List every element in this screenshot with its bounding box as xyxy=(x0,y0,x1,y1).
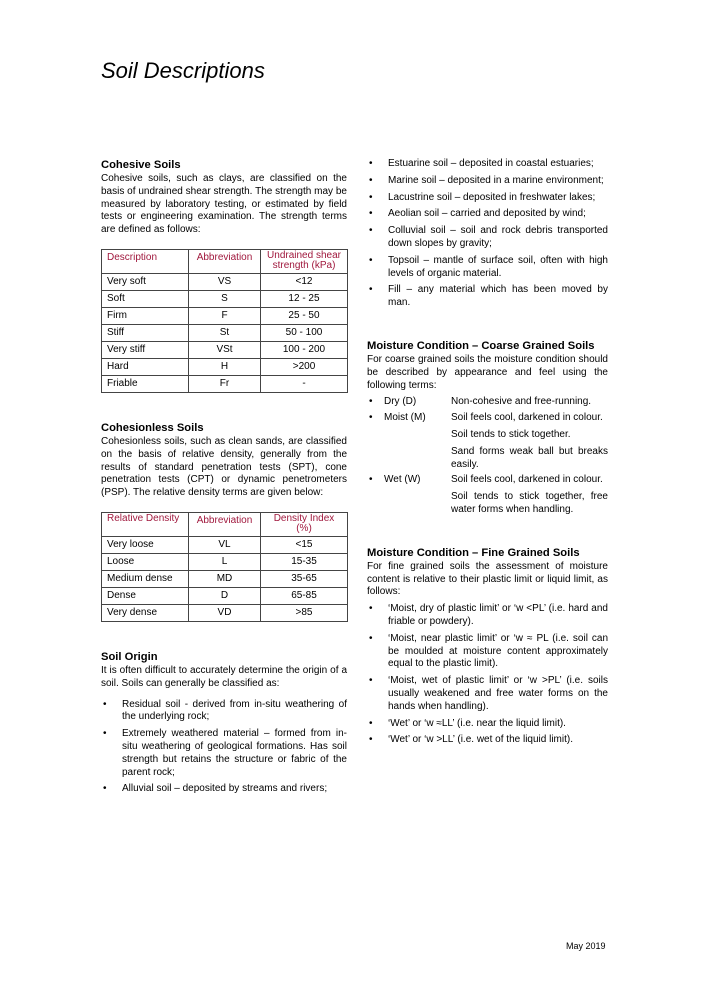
list-item: • ‘Wet’ or ‘w >LL’ (i.e. wet of the liquid limit). xyxy=(367,734,608,747)
table-cell: Very soft xyxy=(102,273,189,290)
table-cell: Friable xyxy=(102,375,189,392)
table-cell: Very loose xyxy=(102,536,189,553)
table-cell: Fr xyxy=(189,375,261,392)
cohesionless-text: Cohesionless soils, such as clean sands, are classified on the basis of relative density, generally from the results of standard penetration tests (SPT), cone penetration tests (CPT) or dynamic penetrometers (PSP). The relative density terms are given below: xyxy=(101,435,347,499)
list-item: • Fill – any material which has been moved by man. xyxy=(367,284,608,310)
bullet: • xyxy=(369,396,373,408)
table-row xyxy=(102,375,348,392)
table-cell: H xyxy=(189,358,261,375)
cohesionless-table xyxy=(101,512,348,622)
table-cell: 100 - 200 xyxy=(261,341,348,358)
table-cell: D xyxy=(189,587,261,604)
cohesive-heading: Cohesive Soils xyxy=(101,159,181,171)
list-item: • Colluvial soil – soil and rock debris transported down slopes by gravity; xyxy=(367,225,608,251)
table-cell: Medium dense xyxy=(102,570,189,587)
origin-heading: Soil Origin xyxy=(101,650,158,663)
table-cell: L xyxy=(189,553,261,570)
table-cell: Very dense xyxy=(102,604,189,621)
table-row xyxy=(102,536,348,553)
table-cell: 12 - 25 xyxy=(261,290,348,307)
table-cell: F xyxy=(189,307,261,324)
table-row xyxy=(102,358,348,375)
page-title: Soil Descriptions xyxy=(101,58,265,83)
table-cell: 50 - 100 xyxy=(261,324,348,341)
moisture-desc: Soil feels cool, darkened in colour. xyxy=(451,474,603,486)
table-row xyxy=(102,324,348,341)
left-column xyxy=(101,158,347,800)
table-cell: - xyxy=(261,375,348,392)
table-cell: 35-65 xyxy=(261,570,348,587)
table-cell: 15-35 xyxy=(261,553,348,570)
table-cell: Hard xyxy=(102,358,189,375)
coarse-text: For coarse grained soils the moisture condition should be described by appearance and feel using the following terms: xyxy=(367,353,608,391)
table-cell: Loose xyxy=(102,553,189,570)
table-header: Density Index (%) xyxy=(261,512,348,536)
moisture-desc: Soil tends to stick together, free water forms when handling. xyxy=(451,491,608,515)
table-row xyxy=(102,604,348,621)
table-cell: 25 - 50 xyxy=(261,307,348,324)
cohesionless-heading: Cohesionless Soils xyxy=(101,421,204,434)
table-header: Abbreviation xyxy=(189,512,261,536)
table-header-row xyxy=(102,249,348,273)
moisture-term: Wet (W) xyxy=(384,474,421,486)
table-cell: MD xyxy=(189,570,261,587)
table-cell: VD xyxy=(189,604,261,621)
moisture-term: Dry (D) xyxy=(384,396,417,408)
table-row xyxy=(102,341,348,358)
fine-list xyxy=(367,603,608,747)
list-item: • Lacustrine soil – deposited in freshwater lakes; xyxy=(367,192,608,205)
table-cell: Very stiff xyxy=(102,341,189,358)
origin-list-right xyxy=(367,158,608,310)
table-header: Abbreviation xyxy=(189,249,261,273)
origin-list-left xyxy=(101,699,347,797)
moisture-desc: Sand forms weak ball but breaks easily. xyxy=(451,445,608,470)
table-cell: >85 xyxy=(261,604,348,621)
table-cell: S xyxy=(189,290,261,307)
list-item: • ‘Moist, dry of plastic limit’ or ‘w <PL’ (i.e. hard and friable or powdery). xyxy=(367,603,608,629)
list-item: • ‘Moist, near plastic limit’ or ‘w ≈ PL (i.e. soil can be moulded at moisture content approximately equal to the plastic limit). xyxy=(367,633,608,671)
cohesive-text: Cohesive soils, such as clays, are classified on the basis of undrained shear strength. The strength may be measured by laboratory testing, or estimated by field tests or engineering examination. The strength terms are defined as follows: xyxy=(101,173,347,236)
table-cell: <15 xyxy=(261,536,348,553)
list-item: • Alluvial soil – deposited by streams and rivers; xyxy=(101,783,347,796)
table-cell: 65-85 xyxy=(261,587,348,604)
moisture-desc: Soil feels cool, darkened in colour. xyxy=(451,412,603,424)
table-row xyxy=(102,307,348,324)
list-item: • Aeolian soil – carried and deposited by wind; xyxy=(367,208,608,221)
table-cell: VSt xyxy=(189,341,261,358)
fine-heading: Moisture Condition – Fine Grained Soils xyxy=(367,546,580,559)
bullet: • xyxy=(369,474,373,486)
list-item: • Marine soil – deposited in a marine environment; xyxy=(367,175,608,188)
cohesive-table xyxy=(101,249,348,393)
moisture-term: Moist (M) xyxy=(384,412,426,424)
table-cell: Dense xyxy=(102,587,189,604)
table-cell: Stiff xyxy=(102,324,189,341)
table-row xyxy=(102,290,348,307)
table-cell: VS xyxy=(189,273,261,290)
moisture-desc: Non-cohesive and free-running. xyxy=(451,396,592,408)
list-item: • Extremely weathered material – formed from in-situ weathering of geological formations. Has soil strength but retains the structure or fabric of the parent rock; xyxy=(101,728,347,779)
table-cell: >200 xyxy=(261,358,348,375)
moisture-dry xyxy=(367,396,608,409)
table-row xyxy=(102,570,348,587)
bullet: • xyxy=(369,412,373,424)
table-header: Description xyxy=(102,249,189,273)
table-row xyxy=(102,553,348,570)
list-item: • Residual soil - derived from in-situ weathering of the underlying rock; xyxy=(101,699,347,725)
table-row xyxy=(102,273,348,290)
moisture-conditions xyxy=(367,396,608,516)
origin-text: It is often difficult to accurately determine the origin of a soil. Soils can generally be classified as: xyxy=(101,664,347,689)
moisture-desc: Soil tends to stick together. xyxy=(451,428,571,440)
list-item: • ‘Moist, wet of plastic limit’ or ‘w >PL’ (i.e. soils usually weakened and free water forms on the hands when handling). xyxy=(367,675,608,713)
coarse-heading: Moisture Condition – Coarse Grained Soils xyxy=(367,339,595,352)
footer-date: May 2019 xyxy=(566,941,606,951)
table-row xyxy=(102,587,348,604)
table-cell: VL xyxy=(189,536,261,553)
right-column xyxy=(367,158,608,751)
fine-text: For fine grained soils the assessment of moisture content is relative to their plastic limit or liquid limit, as follows: xyxy=(367,560,608,598)
table-header: Relative Density xyxy=(102,512,189,536)
moisture-moist xyxy=(367,412,608,471)
list-item: • ‘Wet’ or ‘w ≈LL’ (i.e. near the liquid limit). xyxy=(367,718,608,731)
table-cell: St xyxy=(189,324,261,341)
moisture-wet xyxy=(367,474,608,516)
table-cell: <12 xyxy=(261,273,348,290)
table-header: Undrained shear strength (kPa) xyxy=(261,249,348,273)
list-item: • Estuarine soil – deposited in coastal estuaries; xyxy=(367,158,608,171)
table-cell: Firm xyxy=(102,307,189,324)
list-item: • Topsoil – mantle of surface soil, often with high levels of organic material. xyxy=(367,255,608,281)
table-cell: Soft xyxy=(102,290,189,307)
table-header-row xyxy=(102,512,348,536)
